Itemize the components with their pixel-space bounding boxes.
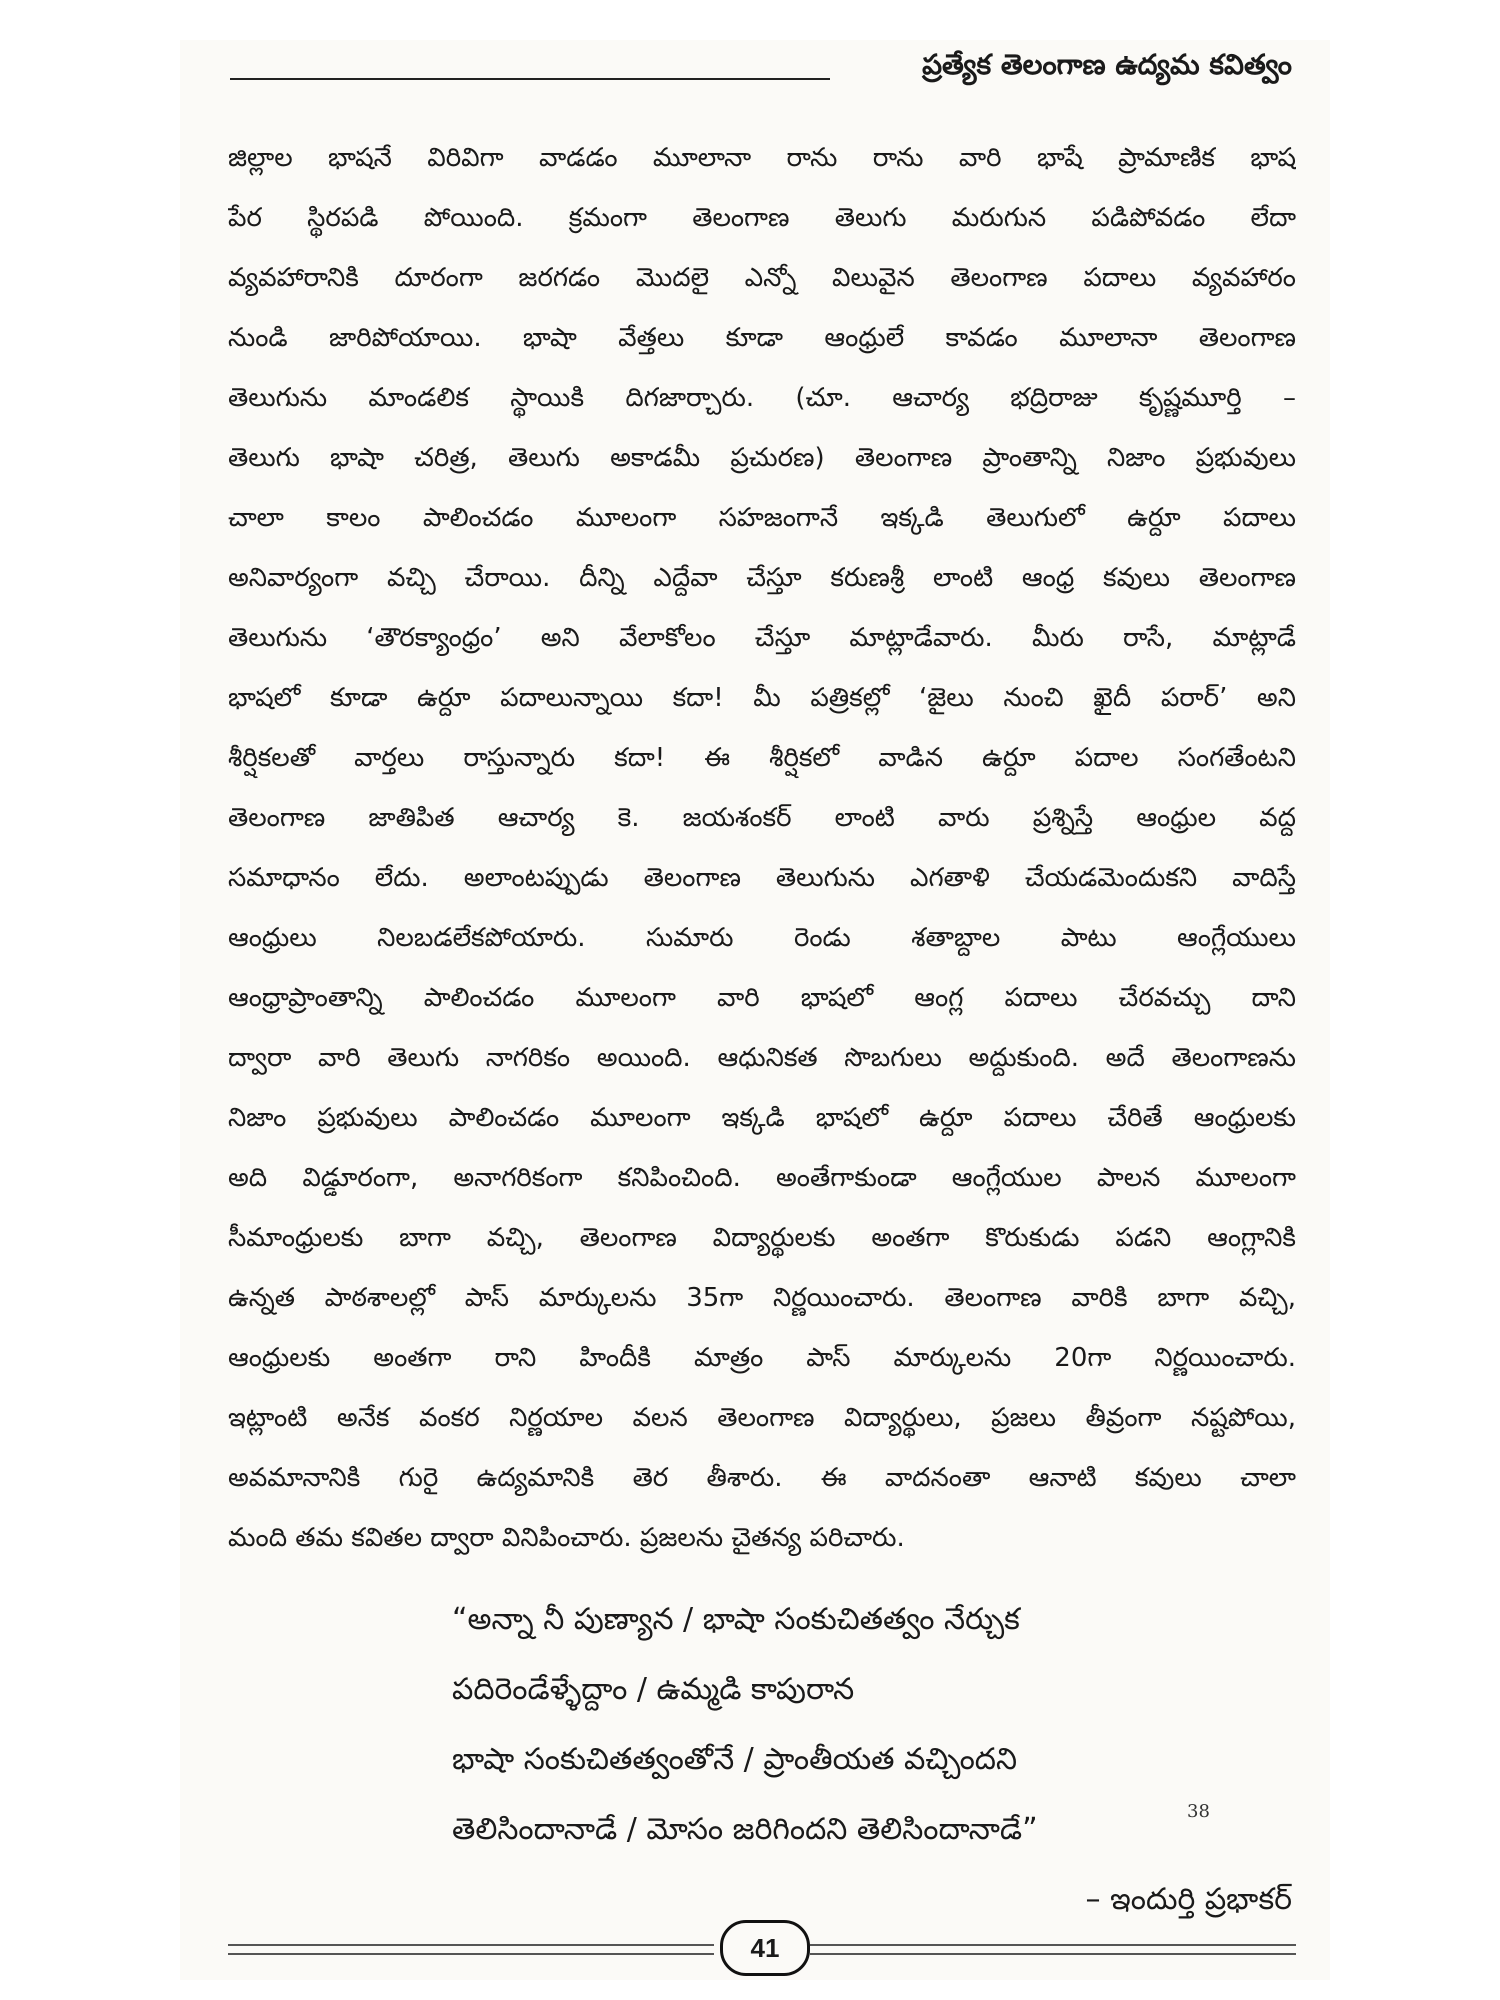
body-line: నిజాం ప్రభువులు పాలించడం మూలంగా ఇక్కడి భాషలో ఉర్దూ పదాలు చేరితే ఆంధ్రులకు	[228, 1103, 1296, 1133]
body-line: అనివార్యంగా వచ్చి చేరాయి. దీన్ని ఎద్దేవా చేస్తూ కరుణశ్రీ లాంటి ఆంధ్ర కవులు తెలంగాణ	[228, 563, 1296, 593]
body-line: సీమాంధ్రులకు బాగా వచ్చి, తెలంగాణ విద్యార్థులకు అంతగా కొరుకుడు పడని ఆంగ్లానికి	[228, 1223, 1296, 1253]
body-line: తెలుగును ‘తౌరక్యాంధ్రం’ అని వేలాకోలం చేస్తూ మాట్లాడేవారు. మీరు రాసే, మాట్లాడే	[228, 623, 1296, 653]
body-line: తెలుగును మాండలిక స్థాయికి దిగజార్చారు. (చూ. ఆచార్య భద్రిరాజు కృష్ణమూర్తి –	[228, 383, 1296, 413]
header-rule	[230, 78, 830, 80]
footnote-reference: 38	[1187, 1801, 1210, 1822]
body-line: పేర స్థిరపడి పోయింది. క్రమంగా తెలంగాణ తెలుగు మరుగున పడిపోవడం లేదా	[228, 203, 1296, 233]
body-text	[228, 128, 1296, 1568]
body-line: సమాధానం లేదు. అలాంటప్పుడు తెలంగాణ తెలుగును ఎగతాళి చేయడమెందుకని వాదిస్తే	[228, 863, 1296, 893]
poem-line	[452, 1795, 1292, 1865]
body-line: ఉన్నత పాఠశాలల్లో పాస్ మార్కులను 35గా నిర్ణయించారు. తెలంగాణ వారికి బాగా వచ్చి,	[228, 1283, 1296, 1313]
body-line: వ్యవహారానికి దూరంగా జరగడం మొదలై ఎన్నో విలువైన తెలంగాణ పదాలు వ్యవహారం	[228, 263, 1296, 293]
footer-rule-right	[810, 1944, 1296, 1955]
body-line: తెలుగు భాషా చరిత్ర, తెలుగు అకాడమీ ప్రచురణ) తెలంగాణ ప్రాంతాన్ని నిజాం ప్రభువులు	[228, 443, 1296, 473]
body-line: ద్వారా వారి తెలుగు నాగరికం అయింది. ఆధునికత సొబగులు అద్దుకుంది. అదే తెలంగాణను	[228, 1043, 1296, 1073]
body-line: శీర్షికలతో వార్తలు రాస్తున్నారు కదా! ఈ శీర్షికలో వాడిన ఉర్దూ పదాల సంగతేంటని	[228, 743, 1296, 773]
running-header	[230, 48, 1292, 88]
poem-line: పదిరెండేళ్ళేద్దాం / ఉమ్మడి కాపురాన	[452, 1672, 855, 1707]
body-line: ఇట్లాంటి అనేక వంకర నిర్ణయాల వలన తెలంగాణ విద్యార్థులు, ప్రజలు తీవ్రంగా నష్టపోయి,	[228, 1403, 1296, 1433]
body-line: తెలంగాణ జాతిపిత ఆచార్య కె. జయశంకర్ లాంటి వారు ప్రశ్నిస్తే ఆంధ్రుల వద్ద	[228, 803, 1296, 833]
poem-line: భాషా సంకుచితత్వంతోనే / ప్రాంతీయత వచ్చిందని	[452, 1742, 1018, 1777]
body-line: ఆంధ్రాప్రాంతాన్ని పాలించడం మూలంగా వారి భాషలో ఆంగ్ల పదాలు చేరవచ్చు దాని	[228, 983, 1296, 1013]
body-line: అవమానానికి గురై ఉద్యమానికి తెర తీశారు. ఈ వాదనంతా ఆనాటి కవులు చాలా	[228, 1463, 1296, 1493]
poem-line-text: తెలిసిందానాడే / మోసం జరిగిందని తెలిసిందానాడే”	[452, 1812, 1038, 1847]
footer-rule-left	[228, 1944, 714, 1955]
body-line: నుండి జారిపోయాయి. భాషా వేత్తలు కూడా ఆంధ్రులే కావడం మూలానా తెలంగాణ	[228, 323, 1296, 353]
body-line: జిల్లాల భాషనే విరివిగా వాడడం మూలానా రాను రాను వారి భాషే ప్రామాణిక భాష	[228, 143, 1296, 173]
poem-line: “అన్నా నీ పుణ్యాన / భాషా సంకుచితత్వం నేర్చుక	[452, 1602, 1020, 1637]
body-line: భాషలో కూడా ఉర్దూ పదాలున్నాయి కదా! మీ పత్రికల్లో ‘జైలు నుంచి ఖైదీ పరార్’ అని	[228, 683, 1296, 713]
body-line: ఆంధ్రులకు అంతగా రాని హిందీకి మాత్రం పాస్ మార్కులను 20గా నిర్ణయించారు.	[228, 1343, 1296, 1373]
header-title: ప్రత్యేక తెలంగాణ ఉద్యమ కవిత్వం	[922, 48, 1292, 81]
page-footer	[228, 1920, 1296, 1976]
body-line: అది విడ్డూరంగా, అనాగరికంగా కనిపించింది. అంతేగాకుండా ఆంగ్లేయుల పాలన మూలంగా	[228, 1163, 1296, 1193]
poem-quote	[452, 1585, 1292, 1935]
body-line: చాలా కాలం పాలించడం మూలంగా సహజంగానే ఇక్కడి తెలుగులో ఉర్దూ పదాలు	[228, 503, 1296, 533]
poem-attribution: – ఇందుర్తి ప్రభాకర్	[1085, 1882, 1292, 1917]
body-line: మంది తమ కవితల ద్వారా వినిపించారు. ప్రజలను చైతన్య పరిచారు.	[228, 1523, 905, 1553]
body-line: ఆంధ్రులు నిలబడలేకపోయారు. సుమారు రెండు శతాబ్దాల పాటు ఆంగ్లేయులు	[228, 923, 1296, 953]
page-number: 41	[720, 1920, 810, 1976]
